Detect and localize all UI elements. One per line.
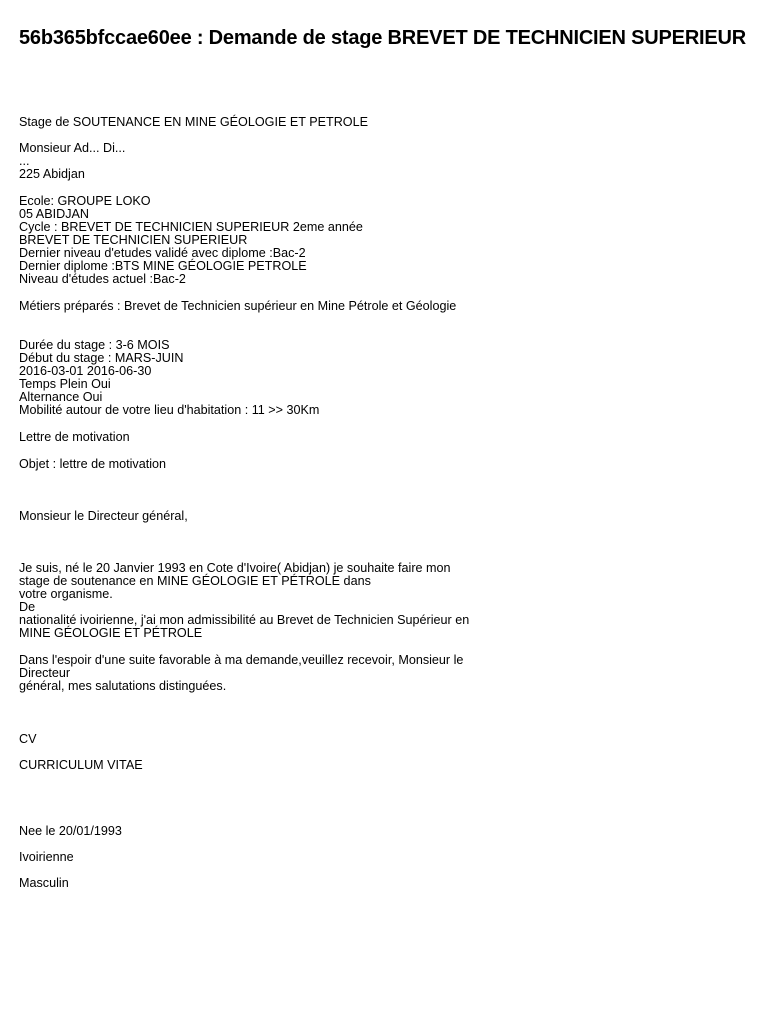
- letter-objet: Objet : lettre de motivation: [19, 457, 166, 471]
- metiers-prepares: Métiers préparés : Brevet de Technicien supérieur en Mine Pétrole et Géologie: [19, 299, 457, 313]
- school-name: Ecole: GROUPE LOKO: [19, 194, 151, 208]
- cv-birth: Nee le 20/01/1993: [19, 824, 122, 838]
- cv-heading: CV: [19, 732, 37, 746]
- page-title: 56b365bfccae60ee : Demande de stage BREVET DE TECHNICIEN SUPERIEUR: [19, 27, 747, 49]
- letter-body-line: nationalité ivoirienne, j'ai mon admissibilité au Brevet de Technicien Supérieur en: [19, 613, 470, 627]
- cv-subheading: CURRICULUM VITAE: [19, 758, 143, 772]
- contact-address: ...: [19, 154, 30, 168]
- contact-name: Monsieur Ad... Di...: [19, 141, 126, 155]
- letter-closing-line: général, mes salutations distinguées.: [19, 679, 227, 693]
- school-location: 05 ABIDJAN: [19, 207, 89, 221]
- stage-title: Stage de SOUTENANCE EN MINE GÉOLOGIE ET PETROLE: [19, 115, 368, 129]
- stage-alternance: Alternance Oui: [19, 390, 103, 404]
- school-last-diploma: Dernier diplome :BTS MINE GÉOLOGIE PETROLE: [19, 259, 307, 273]
- letter-closing-line: Directeur: [19, 666, 71, 680]
- school-diploma: BREVET DE TECHNICIEN SUPERIEUR: [19, 233, 248, 247]
- cv-nationality: Ivoirienne: [19, 850, 74, 864]
- letter-body-line: MINE GÉOLOGIE ET PÉTROLE: [19, 626, 203, 640]
- school-cycle: Cycle : BREVET DE TECHNICIEN SUPERIEUR 2eme année: [19, 220, 363, 234]
- school-last-level: Dernier niveau d'etudes validé avec diplome :Bac-2: [19, 246, 306, 260]
- letter-body-line: votre organisme.: [19, 587, 113, 601]
- letter-body-line: Je suis, né le 20 Janvier 1993 en Cote d'Ivoire( Abidjan) je souhaite faire mon: [19, 561, 451, 575]
- letter-heading: Lettre de motivation: [19, 430, 130, 444]
- stage-mobilite: Mobilité autour de votre lieu d'habitation : 11 >> 30Km: [19, 403, 320, 417]
- stage-duree: Durée du stage : 3-6 MOIS: [19, 338, 170, 352]
- stage-temps-plein: Temps Plein Oui: [19, 377, 111, 391]
- letter-body-line: stage de soutenance en MINE GÉOLOGIE ET PÉTROLE dans: [19, 574, 371, 588]
- contact-city: 225 Abidjan: [19, 167, 85, 181]
- stage-dates: 2016-03-01 2016-06-30: [19, 364, 152, 378]
- letter-body-line: De: [19, 600, 36, 614]
- letter-closing-line: Dans l'espoir d'une suite favorable à ma demande,veuillez recevoir, Monsieur le: [19, 653, 464, 667]
- school-current-level: Niveau d'études actuel :Bac-2: [19, 272, 186, 286]
- cv-gender: Masculin: [19, 876, 69, 890]
- letter-salutation: Monsieur le Directeur général,: [19, 509, 188, 523]
- stage-debut: Début du stage : MARS-JUIN: [19, 351, 184, 365]
